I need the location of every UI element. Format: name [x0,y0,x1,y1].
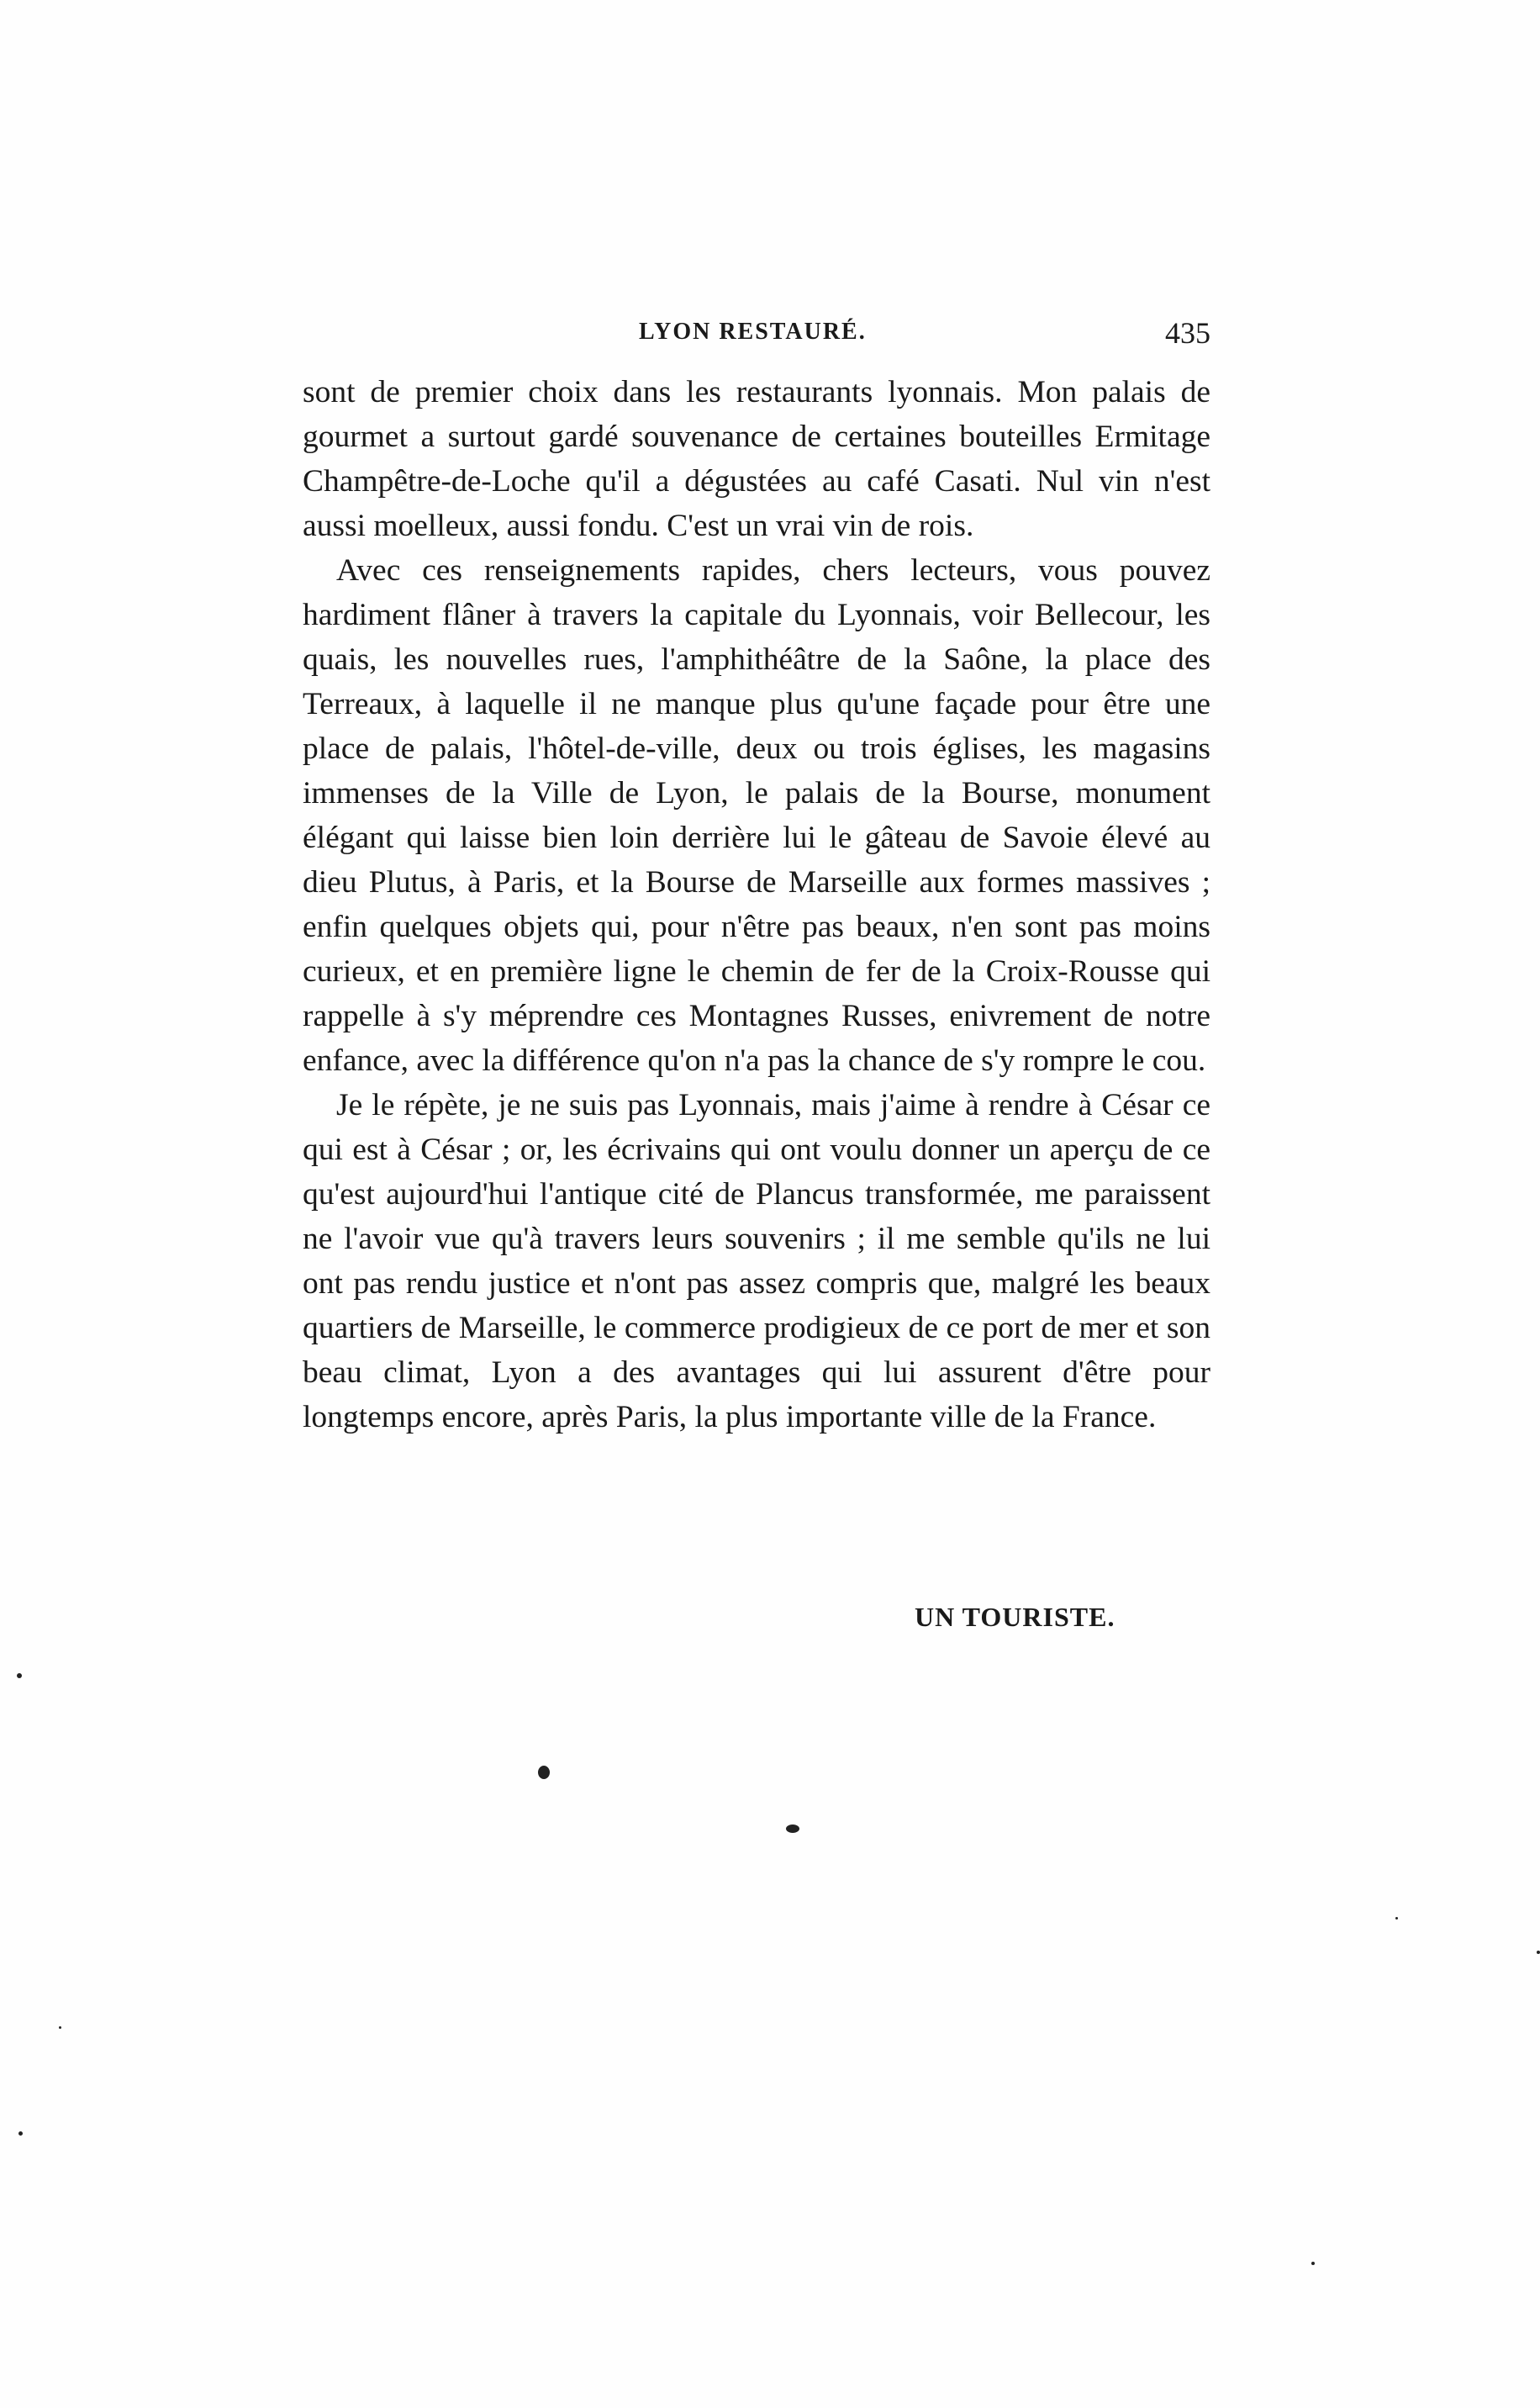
running-title: LYON RESTAURÉ. [639,319,867,345]
ink-speck [1537,1951,1540,1954]
ink-speck [786,1824,799,1833]
signature: UN TOURISTE. [915,1602,1115,1632]
ink-speck [1395,1917,1398,1920]
ink-speck [17,1673,22,1678]
ink-speck [18,2131,23,2136]
page-number: 435 [1165,316,1210,350]
ink-speck [59,2026,61,2029]
running-head [303,315,1210,357]
paragraph-renseignements: Avec ces renseignements rapides, chers lecteurs, vous pouvez hardiment flâner à travers la capitale du Lyonnais, voir Bellecour, les quais, les nouvelles rues, l'amphithéâtre de la Saône, la place des Terreaux, à laquelle il ne manque plus qu'une façade pour être une place de palais, l'hôtel-de-ville, deux ou trois églises, les magasins immenses de la Ville de Lyon, le palais de la Bourse, monument élégant qui laisse bien loin derrière lui le gâteau de Savoie élevé au dieu Plutus, à Paris, et la Bourse de Marseille aux formes massives ; enfin quelques objets qui, pour n'être pas beaux, n'en sont pas moins curieux, et en première ligne le chemin de fer de la Croix-Rousse qui rappelle à s'y méprendre ces Montagnes Russes, enivrement de notre enfance, avec la différence qu'on n'a pas la chance de s'y rompre le cou. [303,553,1210,1078]
paragraph-repete: Je le répète, je ne suis pas Lyonnais, mais j'aime à rendre à César ce qui est à César ; or, les écrivains qui ont voulu donner un aperçu de ce qu'est aujourd'hui l'antique cité de Plancus transformée, me paraissent ne l'avoir vue qu'à travers leurs souvenirs ; il me semble qu'ils ne lui ont pas rendu justice et n'ont pas assez compris que, malgré les beaux quartiers de Marseille, le commerce prodigieux de ce port de mer et son beau climat, Lyon a des avantages qui lui assurent d'être pour longtemps encore, après Paris, la plus importante ville de la France. [303,1088,1210,1434]
ink-speck [538,1766,550,1779]
body-text [303,370,1210,1439]
paragraph-continued: sont de premier choix dans les restaurants lyonnais. Mon palais de gourmet a surtout gardé souvenance de certaines bouteilles Ermitage Champêtre-de-Loche qu'il a dégustées au café Casati. Nul vin n'est aussi moelleux, aussi fondu. C'est un vrai vin de rois. [303,375,1210,543]
ink-speck [1311,2262,1315,2265]
